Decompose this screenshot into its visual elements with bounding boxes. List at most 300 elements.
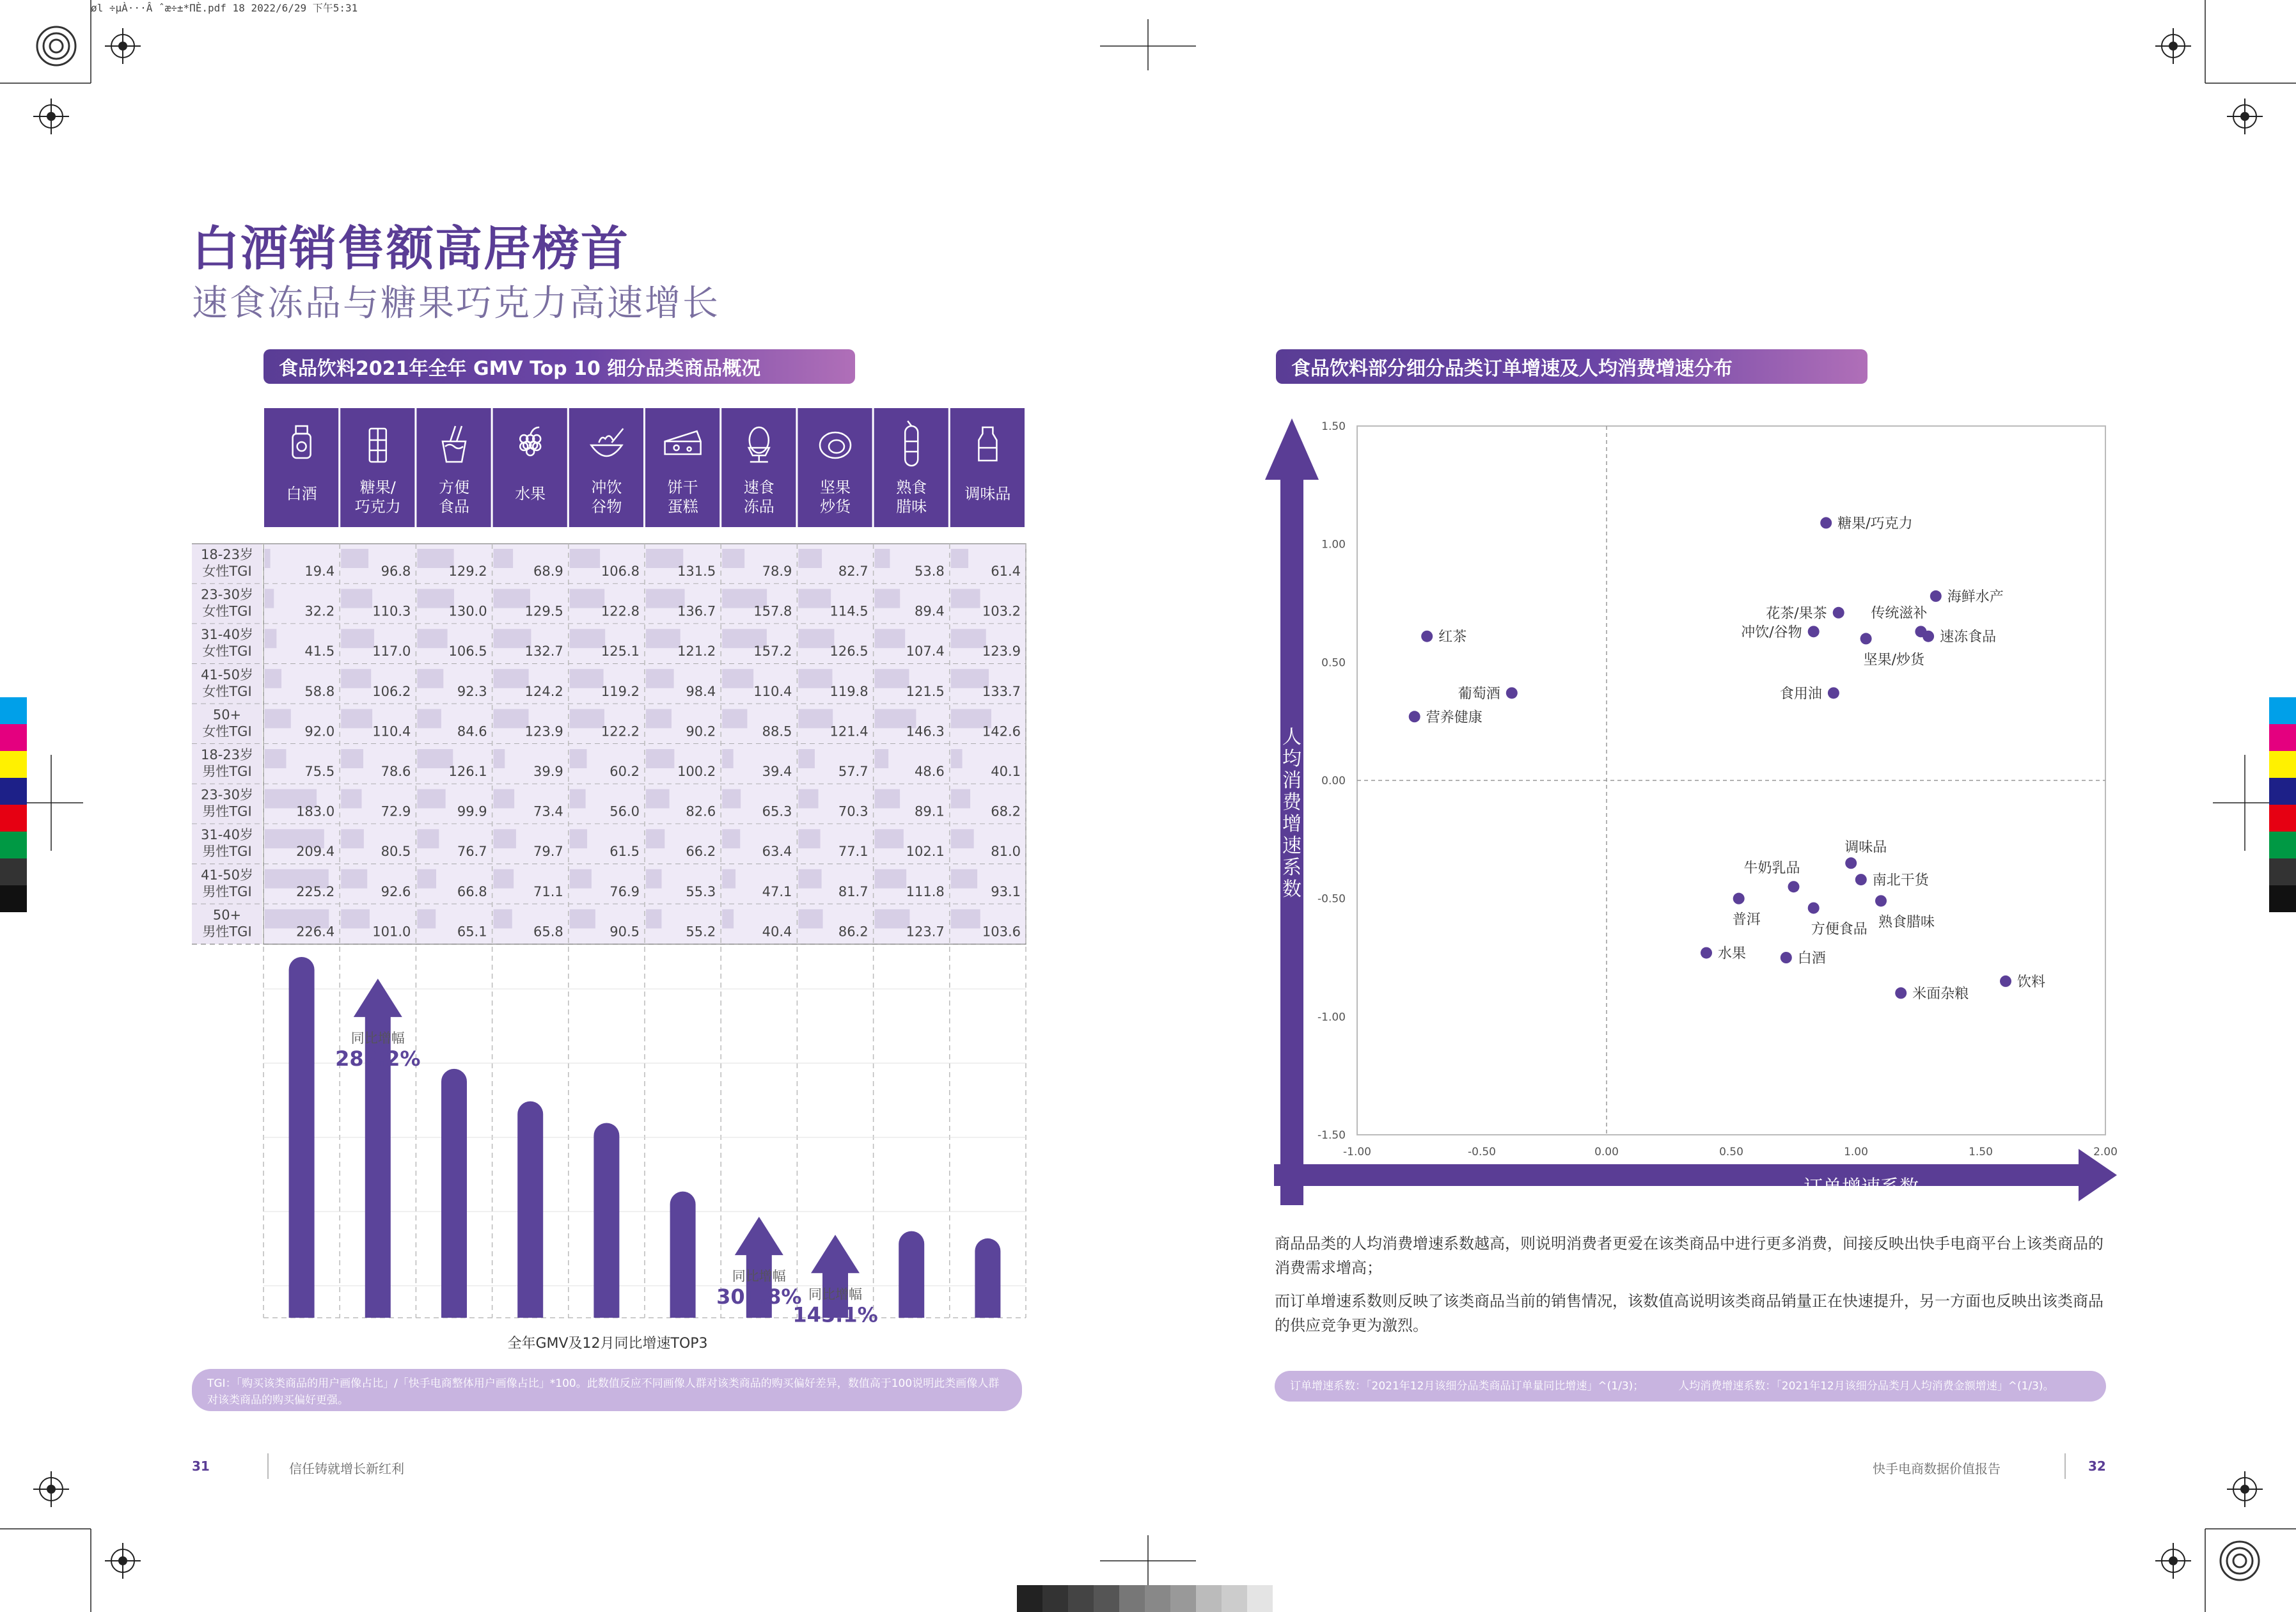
tgi-bar — [646, 669, 674, 688]
scatter-point — [1855, 874, 1867, 885]
x-tick-label: 2.00 — [2093, 1146, 2118, 1158]
tgi-value: 65.8 — [533, 924, 563, 940]
tgi-value: 100.2 — [677, 764, 716, 779]
category-label: 冲饮 — [591, 478, 622, 496]
tgi-bar — [417, 829, 439, 848]
point-label: 白酒 — [1797, 951, 1826, 967]
scatter-point — [1923, 631, 1934, 642]
tgi-bar — [494, 869, 514, 889]
tgi-value: 40.1 — [991, 764, 1021, 779]
tgi-bar — [951, 589, 980, 608]
tgi-bar — [798, 629, 834, 648]
tgi-bar — [265, 669, 281, 688]
scatter-point — [1788, 881, 1800, 892]
page-number-right: 32 — [2088, 1458, 2106, 1474]
tgi-bar — [646, 629, 680, 648]
y-axis-label: 数 — [1282, 878, 1301, 901]
tgi-bar — [570, 589, 604, 608]
tgi-bar — [417, 629, 447, 648]
tgi-bar — [798, 829, 820, 848]
tgi-bar — [494, 709, 529, 728]
point-label: 方便食品 — [1811, 921, 1867, 938]
row-label: 50+ — [212, 907, 242, 923]
tgi-value: 183.0 — [296, 803, 335, 819]
tgi-bar — [951, 869, 977, 889]
tgi-value: 133.7 — [982, 683, 1021, 699]
tgi-value: 70.3 — [838, 803, 869, 819]
tgi-bar — [646, 909, 661, 928]
tgi-value: 96.8 — [381, 564, 411, 579]
point-label: 营养健康 — [1426, 709, 1482, 726]
tgi-value: 75.5 — [304, 764, 335, 779]
tgi-value: 129.5 — [524, 603, 563, 619]
tgi-value: 102.1 — [906, 844, 945, 860]
tgi-value: 132.7 — [524, 644, 563, 660]
tgi-value: 68.2 — [991, 803, 1021, 819]
footer-right: 快手电商数据价值报告 — [1873, 1461, 2001, 1476]
tgi-value: 58.8 — [304, 683, 335, 699]
tgi-bar — [341, 869, 367, 889]
tgi-bar — [494, 909, 512, 928]
tgi-value: 123.9 — [524, 723, 563, 739]
row-label: 18-23岁 — [200, 747, 254, 763]
category-label: 巧克力 — [354, 498, 401, 516]
gmv-bar-arrow — [354, 979, 402, 1318]
tgi-value: 61.5 — [609, 844, 640, 860]
tgi-value: 142.6 — [982, 723, 1021, 739]
tgi-value: 129.2 — [448, 564, 487, 579]
row-label: 男性TGI — [202, 803, 252, 819]
tgi-bar — [341, 549, 368, 568]
gmv-bar — [441, 1069, 467, 1318]
tgi-bar — [798, 709, 833, 728]
row-label: 男性TGI — [202, 924, 252, 940]
y-tick-label: -1.50 — [1317, 1129, 1346, 1142]
tgi-value: 79.7 — [533, 844, 563, 860]
tgi-value: 90.2 — [686, 723, 716, 739]
point-label: 花茶/果茶 — [1766, 605, 1827, 622]
tgi-value: 53.8 — [915, 564, 945, 579]
category-label: 方便 — [439, 478, 469, 496]
tgi-value: 110.4 — [372, 723, 411, 739]
point-label: 米面杂粮 — [1912, 986, 1969, 1002]
tgi-bar — [341, 789, 361, 809]
tgi-value: 119.8 — [830, 683, 869, 699]
x-axis-label: 订单增速系数 — [1804, 1176, 1919, 1199]
tgi-value: 55.2 — [686, 924, 716, 940]
tgi-bar — [875, 629, 906, 648]
tgi-bar — [722, 749, 733, 768]
point-label: 饮料 — [2017, 974, 2046, 990]
gmv-bar — [594, 1123, 619, 1318]
gmv-bar — [289, 957, 315, 1318]
tgi-bar — [875, 869, 907, 889]
tgi-value: 157.8 — [753, 603, 792, 619]
y-tick-label: 1.00 — [1321, 538, 1346, 551]
row-label: 23-30岁 — [200, 587, 254, 603]
tgi-value: 68.9 — [533, 564, 563, 579]
tgi-value: 98.4 — [686, 683, 716, 699]
tgi-value: 106.5 — [448, 644, 487, 660]
tgi-bar — [875, 749, 889, 768]
tgi-bar — [798, 589, 831, 608]
tgi-value: 77.1 — [838, 844, 869, 860]
point-label: 牛奶乳品 — [1743, 860, 1800, 877]
tgi-bar — [570, 909, 595, 928]
explanation-paragraph-1: 商品品类的人均消费增速系数越高，则说明消费者更爱在该类商品中进行更多消费，间接反映出快手电商平台上该类商品的消费需求增高； — [1275, 1235, 2103, 1277]
tgi-value: 126.5 — [830, 644, 869, 660]
category-label: 速食 — [743, 478, 775, 496]
tgi-value: 39.9 — [533, 764, 563, 779]
tgi-value: 48.6 — [915, 764, 945, 779]
explanation-paragraph-2: 而订单增速系数则反映了该类商品当前的销售情况，该数值高说明该类商品销量正在快速提升，另一方面也反映出该类商品的供应竞争更为激烈。 — [1275, 1292, 2103, 1334]
tgi-value: 71.1 — [533, 883, 563, 899]
tgi-bar — [646, 749, 674, 768]
x-tick-label: 1.00 — [1844, 1146, 1868, 1158]
point-label: 水果 — [1718, 945, 1747, 962]
tgi-bar — [341, 829, 364, 848]
tgi-value: 55.3 — [686, 883, 716, 899]
point-label: 速冻食品 — [1940, 629, 1997, 645]
scatter-point — [1808, 626, 1820, 637]
tgi-value: 63.4 — [762, 844, 792, 860]
scatter-point — [1733, 893, 1745, 905]
tgi-bar — [646, 709, 672, 728]
page-subtitle: 速食冻品与糖果巧克力高速增长 — [192, 283, 720, 324]
page-title: 白酒销售额高居榜首 — [192, 221, 629, 276]
tgi-bar — [570, 709, 604, 728]
tgi-value: 78.6 — [381, 764, 411, 779]
tgi-value: 124.2 — [524, 683, 563, 699]
category-label: 冻品 — [743, 498, 775, 516]
tgi-value: 66.8 — [457, 883, 487, 899]
tgi-value: 76.7 — [457, 844, 487, 860]
tgi-value: 146.3 — [906, 723, 945, 739]
scatter-chart — [1254, 403, 2123, 1209]
category-label: 熟食 — [896, 478, 927, 496]
growth-value: 282.2% — [335, 1046, 421, 1071]
tgi-value: 157.2 — [753, 644, 792, 660]
point-label: 熟食腊味 — [1878, 914, 1935, 931]
scatter-point — [1860, 633, 1872, 644]
point-label: 坚果/炒货 — [1863, 652, 1925, 668]
tgi-value: 47.1 — [762, 883, 792, 899]
tgi-value: 121.5 — [906, 683, 945, 699]
footer-divider — [267, 1453, 269, 1479]
tgi-value: 103.2 — [982, 603, 1021, 619]
tgi-value: 107.4 — [906, 644, 945, 660]
tgi-value: 130.0 — [448, 603, 487, 619]
tgi-bar — [875, 589, 900, 608]
row-label: 50+ — [212, 707, 242, 723]
scatter-point — [1506, 687, 1518, 699]
x-tick-label: 1.50 — [1969, 1146, 1993, 1158]
tgi-bar — [722, 869, 735, 889]
tgi-bar — [570, 549, 600, 568]
category-label: 水果 — [515, 485, 546, 503]
tgi-value: 103.6 — [982, 924, 1021, 940]
tgi-bar — [341, 709, 372, 728]
tgi-bar — [570, 669, 604, 688]
tgi-bar — [570, 629, 605, 648]
tgi-bar — [494, 829, 516, 848]
point-label: 冲饮/谷物 — [1741, 624, 1802, 641]
tgi-bar — [875, 549, 890, 568]
tgi-value: 66.2 — [686, 844, 716, 860]
category-label: 腊味 — [896, 498, 927, 516]
category-label: 坚果 — [820, 478, 851, 496]
tgi-value: 101.0 — [372, 924, 411, 940]
point-label: 调味品 — [1844, 839, 1887, 856]
y-axis-label: 系 — [1282, 857, 1301, 879]
tgi-bar — [265, 629, 276, 648]
tgi-value: 76.9 — [609, 883, 640, 899]
tgi-bar — [570, 829, 587, 848]
tgi-bar — [798, 549, 822, 568]
tgi-value: 73.4 — [533, 803, 563, 819]
tgi-bar — [875, 829, 904, 848]
x-tick-label: 0.50 — [1719, 1146, 1743, 1158]
tgi-bar — [722, 789, 741, 809]
tgi-value: 82.7 — [838, 564, 869, 579]
tgi-value: 39.4 — [762, 764, 792, 779]
footer-divider-right — [2064, 1453, 2066, 1479]
scatter-point — [1845, 857, 1857, 869]
gmv-bar — [975, 1238, 1000, 1318]
tgi-value: 123.9 — [982, 644, 1021, 660]
point-label: 南北干货 — [1872, 873, 1929, 889]
tgi-value: 122.2 — [601, 723, 640, 739]
tgi-bar — [341, 909, 370, 928]
point-label: 海鲜水产 — [1947, 589, 2004, 605]
tgi-bar — [341, 749, 363, 768]
tgi-value: 122.8 — [601, 603, 640, 619]
point-label: 普洱 — [1732, 912, 1761, 928]
scatter-point — [1833, 607, 1844, 619]
point-label: 葡萄酒 — [1458, 686, 1500, 702]
growth-footnote: 订单增速系数：「2021年12月该细分品类商品订单量同比增速」^(1/3)； 人均消费增速系数：「2021年12月该细分品类月人均消费金额增速」^(1/3)。 — [1275, 1371, 2106, 1402]
scatter-point — [1895, 987, 1907, 999]
tgi-bar — [951, 909, 980, 928]
tgi-bar — [494, 789, 515, 809]
tgi-value: 111.8 — [906, 883, 945, 899]
point-label: 食用油 — [1779, 686, 1822, 702]
tgi-value: 226.4 — [296, 924, 335, 940]
tgi-value: 99.9 — [457, 803, 487, 819]
tgi-bar — [417, 789, 445, 809]
tgi-value: 82.6 — [686, 803, 716, 819]
tgi-bar — [646, 869, 662, 889]
category-label: 调味品 — [964, 485, 1011, 503]
y-tick-label: 1.50 — [1321, 420, 1346, 433]
tgi-bar — [417, 709, 441, 728]
tgi-bar — [494, 749, 505, 768]
category-label: 食品 — [439, 498, 469, 516]
gmv-bar — [899, 1231, 924, 1318]
tgi-value: 65.1 — [457, 924, 487, 940]
gmv-bar — [517, 1102, 543, 1318]
y-tick-label: -1.00 — [1317, 1011, 1346, 1024]
tgi-value: 78.9 — [762, 564, 792, 579]
scatter-point — [1875, 895, 1887, 906]
x-tick-label: 0.00 — [1594, 1146, 1619, 1158]
row-label: 女性TGI — [202, 603, 252, 619]
tgi-value: 92.6 — [381, 883, 411, 899]
row-label: 男性TGI — [202, 764, 252, 779]
tgi-value: 19.4 — [304, 564, 335, 579]
tgi-bar — [951, 789, 970, 809]
tgi-value: 92.0 — [304, 723, 335, 739]
tgi-value: 125.1 — [601, 644, 640, 660]
y-tick-label: 0.50 — [1321, 656, 1346, 670]
tgi-bar — [951, 629, 986, 648]
row-label: 女性TGI — [202, 644, 252, 660]
scatter-point — [1701, 947, 1712, 959]
y-tick-label: 0.00 — [1321, 775, 1346, 787]
tgi-bar — [341, 629, 374, 648]
tgi-value: 56.0 — [609, 803, 640, 819]
x-tick-label: -0.50 — [1468, 1146, 1496, 1158]
tgi-value: 209.4 — [296, 844, 335, 860]
print-header: øl ÷µÀ···Â ˆæ÷±*ΠÈ.pdf 18 2022/6/29 下午5:31 — [91, 2, 358, 14]
row-label: 31-40岁 — [200, 827, 254, 843]
row-label: 男性TGI — [202, 844, 252, 860]
tgi-value: 123.7 — [906, 924, 945, 940]
row-label: 41-50岁 — [200, 667, 254, 683]
tgi-value: 90.5 — [609, 924, 640, 940]
tgi-value: 92.3 — [457, 683, 487, 699]
growth-label: 同比增幅 — [808, 1286, 862, 1302]
point-label: 糖果/巧克力 — [1837, 516, 1913, 532]
tgi-bar — [798, 869, 821, 889]
gmv-tgi-chart — [185, 403, 1030, 1356]
tgi-value: 225.2 — [296, 883, 335, 899]
tgi-value: 114.5 — [830, 603, 869, 619]
bar-chart-caption: 全年GMV及12月同比增速TOP3 — [507, 1336, 708, 1352]
category-header-cell — [493, 408, 567, 527]
tgi-bar — [570, 749, 587, 768]
scatter-point — [2000, 976, 2011, 987]
tgi-bar — [951, 749, 963, 768]
tgi-value: 40.4 — [762, 924, 792, 940]
tgi-bar — [875, 909, 910, 928]
growth-value: 301.8% — [716, 1284, 802, 1309]
scatter-point — [1409, 711, 1420, 722]
growth-label: 同比增幅 — [732, 1268, 786, 1284]
category-label: 蛋糕 — [667, 498, 698, 516]
row-label: 女性TGI — [202, 683, 252, 699]
growth-value: 145.1% — [792, 1302, 878, 1327]
point-label: 红茶 — [1438, 629, 1467, 645]
tgi-value: 84.6 — [457, 723, 487, 739]
tgi-value: 60.2 — [609, 764, 640, 779]
tgi-bar — [265, 709, 291, 728]
y-axis-label: 消 — [1282, 770, 1301, 792]
category-label: 糖果/ — [359, 478, 396, 496]
row-label: 31-40岁 — [200, 627, 254, 643]
tgi-value: 89.4 — [915, 603, 945, 619]
y-axis-label: 均 — [1282, 748, 1301, 770]
tgi-value: 72.9 — [381, 803, 411, 819]
tgi-bar — [722, 829, 740, 848]
row-label: 41-50岁 — [200, 867, 254, 883]
tgi-value: 93.1 — [991, 883, 1021, 899]
tgi-bar — [494, 549, 514, 568]
y-axis-label: 费 — [1282, 791, 1301, 814]
tgi-bar — [417, 669, 443, 688]
right-panel-title: 食品饮料部分细分品类订单增速及人均消费增速分布 — [1276, 349, 1867, 384]
footer-left: 信任铸就增长新红利 — [289, 1461, 404, 1476]
tgi-bar — [265, 549, 271, 568]
tgi-bar — [798, 789, 818, 809]
tgi-value: 57.7 — [838, 764, 869, 779]
tgi-value: 131.5 — [677, 564, 716, 579]
tgi-bar — [722, 669, 753, 688]
tgi-value: 41.5 — [304, 644, 335, 660]
tgi-value: 110.3 — [372, 603, 411, 619]
tgi-bar — [798, 669, 832, 688]
gmv-bar — [670, 1192, 696, 1318]
tgi-bar — [951, 549, 968, 568]
category-label: 谷物 — [591, 498, 622, 516]
scatter-point — [1421, 631, 1433, 642]
tgi-bar — [951, 829, 974, 848]
tgi-value: 126.1 — [448, 764, 487, 779]
tgi-value: 88.5 — [762, 723, 792, 739]
row-label: 女性TGI — [202, 723, 252, 739]
tgi-value: 121.2 — [677, 644, 716, 660]
tgi-bar — [722, 709, 747, 728]
tgi-bar — [265, 589, 274, 608]
tgi-bar — [722, 549, 744, 568]
tgi-bar — [646, 829, 664, 848]
tgi-bar — [417, 909, 436, 928]
y-axis-label: 增 — [1282, 813, 1301, 835]
tgi-value: 86.2 — [838, 924, 869, 940]
scatter-point — [1781, 952, 1792, 963]
tgi-value: 81.7 — [838, 883, 869, 899]
category-label: 炒货 — [820, 498, 851, 516]
tgi-bar — [494, 669, 529, 688]
scatter-point — [1820, 517, 1832, 528]
tgi-value: 106.8 — [601, 564, 640, 579]
tgi-bar — [341, 669, 371, 688]
page-number-left: 31 — [192, 1458, 210, 1474]
scatter-point — [1808, 902, 1820, 913]
y-axis-label: 速 — [1282, 835, 1301, 857]
tgi-value: 117.0 — [372, 644, 411, 660]
tgi-bar — [265, 749, 286, 768]
row-label: 女性TGI — [202, 564, 252, 579]
row-label: 23-30岁 — [200, 787, 254, 803]
tgi-value: 89.1 — [915, 803, 945, 819]
tgi-value: 61.4 — [991, 564, 1021, 579]
x-tick-label: -1.00 — [1343, 1146, 1371, 1158]
tgi-bar — [341, 589, 372, 608]
row-label: 18-23岁 — [200, 547, 254, 562]
y-axis-label: 人 — [1282, 726, 1301, 748]
scatter-point — [1930, 590, 1942, 602]
tgi-value: 81.0 — [991, 844, 1021, 860]
tgi-bar — [875, 669, 909, 688]
y-tick-label: -0.50 — [1317, 892, 1346, 906]
category-label: 饼干 — [667, 478, 698, 496]
tgi-bar — [722, 909, 734, 928]
tgi-value: 119.2 — [601, 683, 640, 699]
tgi-value: 136.7 — [677, 603, 716, 619]
tgi-value: 121.4 — [830, 723, 869, 739]
category-header-cell — [950, 408, 1025, 527]
